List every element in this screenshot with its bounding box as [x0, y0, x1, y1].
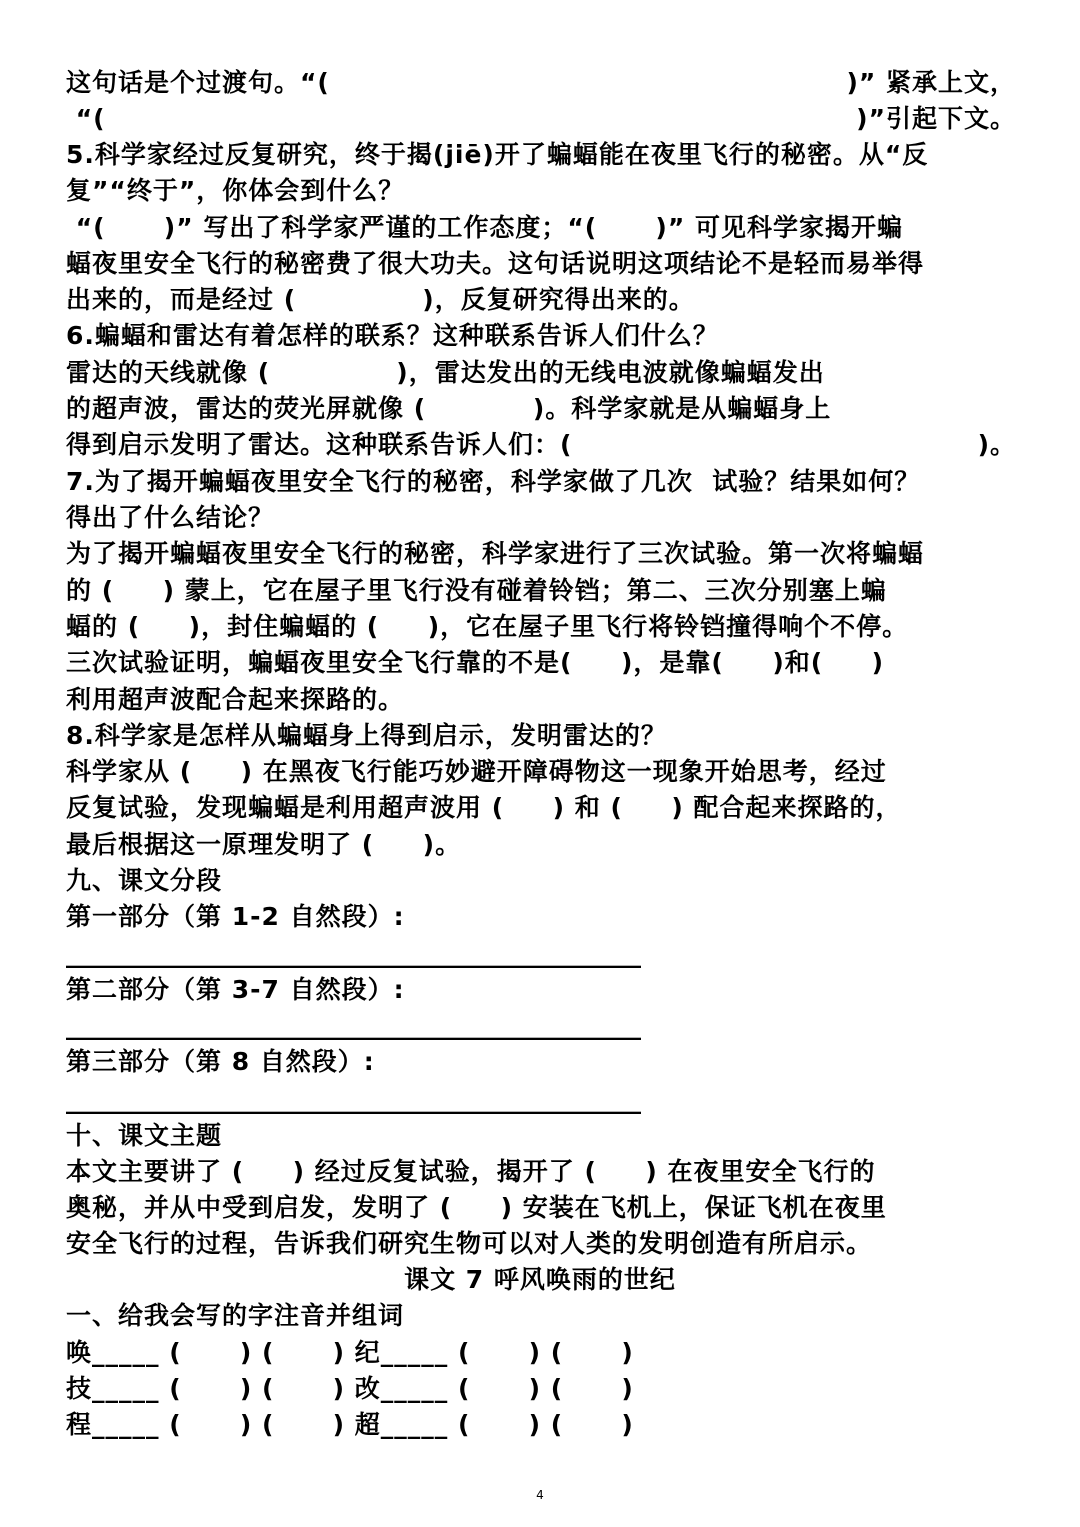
answer-blank-line	[66, 936, 1016, 972]
line-text: 出来的，而是经过 ( )，反复研究得出来的。	[66, 285, 695, 314]
text-line	[66, 355, 1016, 391]
line-text: 利用超声波配合起来探路的。	[66, 685, 405, 714]
line-text: 安全飞行的过程，告诉我们研究生物可以对人类的发明创造有所启示。	[66, 1229, 873, 1258]
text-line	[66, 827, 1016, 863]
text-line	[66, 318, 1016, 354]
line-text-right: )。	[977, 430, 1016, 459]
line-text: 7.为了揭开蝙蝠夜里安全飞行的秘密，科学家做了几次 试验？结果如何？	[66, 467, 921, 496]
line-text: 唤_____ ( ) ( ) 纪_____ ( ) ( )	[66, 1338, 634, 1367]
line-text: “(	[66, 104, 106, 133]
text-line	[66, 1044, 1016, 1080]
line-text: 第三部分（第 8 自然段）:	[66, 1047, 375, 1076]
line-text: 5.科学家经过反复研究，终于揭(jiē)开了蝙蝠能在夜里飞行的秘密。从“反	[66, 140, 929, 169]
line-text: 这句话是个过渡句。“(	[66, 68, 330, 97]
text-line	[66, 65, 1016, 101]
text-line	[66, 754, 1016, 790]
answer-blank-line	[66, 1008, 1016, 1044]
line-text: 科学家从 ( ) 在黑夜飞行能巧妙避开障碍物这一现象开始思考，经过	[66, 757, 887, 786]
line-text: 十、课文主题	[66, 1121, 223, 1150]
text-line	[66, 573, 1016, 609]
line-text: 蝠的 ( )，封住蝙蝠的 ( )，它在屋子里飞行将铃铛撞得响个不停。	[66, 612, 909, 641]
line-text: 得出了什么结论？	[66, 503, 275, 532]
text-line	[66, 1407, 1016, 1443]
text-line	[66, 790, 1016, 826]
line-text: 程_____ ( ) ( ) 超_____ ( ) ( )	[66, 1410, 634, 1439]
line-text: 课文 7 呼风唤雨的世纪	[404, 1265, 676, 1294]
line-text: 的 ( ) 蒙上，它在屋子里飞行没有碰着铃铛；第二、三次分别塞上蝙	[66, 576, 887, 605]
text-line	[66, 246, 1016, 282]
text-line	[66, 427, 1016, 463]
answer-blank-line	[66, 1082, 1016, 1118]
line-text: 为了揭开蝙蝠夜里安全飞行的秘密，科学家进行了三次试验。第一次将蝙蝠	[66, 539, 925, 568]
line-text: 第二部分（第 3-7 自然段）:	[66, 975, 405, 1004]
text-line	[66, 1190, 1016, 1226]
line-text: 奥秘，并从中受到启发，发明了 ( ) 安装在飞机上，保证飞机在夜里	[66, 1193, 887, 1222]
line-text: ______________________________________________	[66, 1011, 641, 1040]
line-text: 最后根据这一原理发明了 ( )。	[66, 830, 462, 859]
text-line	[66, 101, 1016, 137]
text-line	[66, 718, 1016, 754]
line-text: 复”“终于”，你体会到什么？	[66, 176, 405, 205]
line-text: 本文主要讲了 ( ) 经过反复试验，揭开了 ( ) 在夜里安全飞行的	[66, 1157, 876, 1186]
text-line	[0, 1262, 1080, 1298]
line-text: “( )” 写出了科学家严谨的工作态度；“( )” 可见科学家揭开蝙	[66, 213, 903, 242]
line-text: 的超声波，雷达的荧光屏就像 ( )。科学家就是从蝙蝠身上	[66, 394, 832, 423]
text-line	[66, 1226, 1016, 1262]
text-line	[66, 282, 1016, 318]
text-line	[66, 500, 1016, 536]
text-line	[66, 972, 1016, 1008]
text-line	[66, 1371, 1016, 1407]
text-line	[66, 464, 1016, 500]
line-text: 第一部分（第 1-2 自然段）:	[66, 902, 405, 931]
line-text: 技_____ ( ) ( ) 改_____ ( ) ( )	[66, 1374, 634, 1403]
line-text: 得到启示发明了雷达。这种联系告诉人们：(	[66, 430, 573, 459]
line-text: 8.科学家是怎样从蝙蝠身上得到启示，发明雷达的？	[66, 721, 667, 750]
line-text: 九、课文分段	[66, 866, 223, 895]
text-line	[66, 1298, 1016, 1334]
line-text: 雷达的天线就像 ( )，雷达发出的无线电波就像蝙蝠发出	[66, 358, 825, 387]
text-line	[66, 210, 1016, 246]
page-number: 4	[536, 1488, 544, 1502]
text-line	[66, 682, 1016, 718]
line-text: 6.蝙蝠和雷达有着怎样的联系？这种联系告诉人们什么？	[66, 321, 719, 350]
text-line	[66, 173, 1016, 209]
text-line	[66, 137, 1016, 173]
line-text: 一、给我会写的字注音并组词	[66, 1301, 405, 1330]
line-text: 反复试验，发现蝙蝠是利用超声波用 ( ) 和 ( ) 配合起来探路的，	[66, 793, 902, 822]
text-line	[66, 536, 1016, 572]
line-text-right: )” 紧承上文，	[846, 68, 1016, 97]
text-line	[66, 863, 1016, 899]
text-line	[66, 1118, 1016, 1154]
text-line	[66, 1335, 1016, 1371]
text-line	[66, 609, 1016, 645]
line-text-right: )”引起下文。	[856, 104, 1016, 133]
text-line	[66, 1154, 1016, 1190]
text-line	[66, 645, 1016, 681]
line-text: 三次试验证明，蝙蝠夜里安全飞行靠的不是( )，是靠( )和( )	[66, 648, 885, 677]
line-text: 蝠夜里安全飞行的秘密费了很大功夫。这句话说明这项结论不是轻而易举得	[66, 249, 925, 278]
text-line	[66, 899, 1016, 935]
text-line	[66, 391, 1016, 427]
line-text: ______________________________________________	[66, 1085, 641, 1114]
line-text: ______________________________________________	[66, 939, 641, 968]
